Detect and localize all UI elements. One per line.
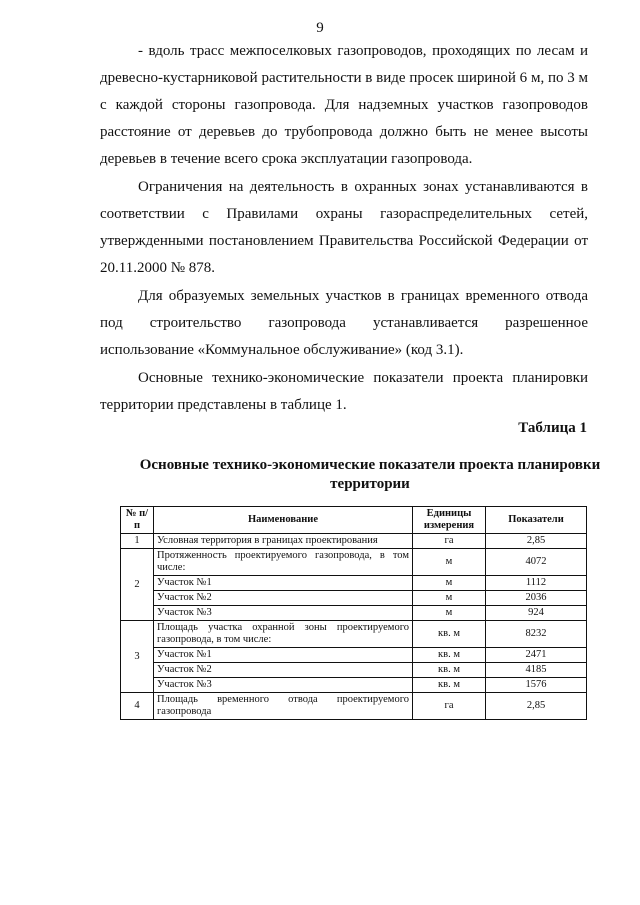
row-name: Условная территория в границах проектирования <box>154 534 413 549</box>
row-name: Участок №2 <box>154 591 413 606</box>
row-num: 3 <box>121 621 154 693</box>
row-name: Участок №3 <box>154 678 413 693</box>
row-num: 2 <box>121 549 154 621</box>
row-name: Протяженность проектируемого газопровода, в том числе: <box>154 549 413 576</box>
row-value: 2,85 <box>486 693 587 720</box>
row-unit: м <box>413 549 486 576</box>
row-name: Площадь временного отвода проектируемого газопровода <box>154 693 413 720</box>
row-value: 2,85 <box>486 534 587 549</box>
table-row <box>121 534 587 549</box>
row-name: Участок №3 <box>154 606 413 621</box>
row-value: 1576 <box>486 678 587 693</box>
row-value: 4185 <box>486 663 587 678</box>
table-row <box>121 591 587 606</box>
row-num: 1 <box>121 534 154 549</box>
row-value: 4072 <box>486 549 587 576</box>
paragraph-gas-pipelines: - вдоль трасс межпоселковых газопроводов, проходящих по лесам и древесно-кустарниковой растительности в виде просек шириной 6 м, по 3 м с каждой стороны газопровода. Для надземных участков газопроводов расстояние от деревьев до трубопровода должно быть не менее высоты деревьев в течение всего срока эксплуатации газопровода. <box>100 43 588 167</box>
table-row <box>121 549 587 576</box>
paragraph-restrictions: Ограничения на деятельность в охранных зонах устанавливаются в соответствии с Правилами охраны газораспределительных сетей, утвержденными постановлением Правительства Российской Федерации от 20.11.2000 № 878. <box>100 179 588 276</box>
row-unit: кв. м <box>413 663 486 678</box>
indicators-table <box>120 506 587 720</box>
paragraph-land-use: Для образуемых земельных участков в границах временного отвода под строительство газопровода устанавливается разрешенное использование «Коммунальное обслуживание» (код 3.1). <box>100 288 588 358</box>
table-row <box>121 648 587 663</box>
table-caption: Таблица 1 <box>518 420 587 436</box>
body-text <box>100 38 588 419</box>
row-name: Участок №2 <box>154 663 413 678</box>
row-value: 8232 <box>486 621 587 648</box>
row-value: 924 <box>486 606 587 621</box>
row-value: 1112 <box>486 576 587 591</box>
row-unit: кв. м <box>413 648 486 663</box>
table-row <box>121 678 587 693</box>
header-num: № п/п <box>121 507 154 534</box>
table-row <box>121 693 587 720</box>
table-header-row <box>121 507 587 534</box>
row-unit: м <box>413 576 486 591</box>
row-name: Участок №1 <box>154 576 413 591</box>
header-name: Наименование <box>154 507 413 534</box>
paragraph-indicators: Основные технико-экономические показатели проекта планировки территории представлены в таблице 1. <box>100 370 588 413</box>
row-value: 2036 <box>486 591 587 606</box>
table-row <box>121 606 587 621</box>
row-unit: кв. м <box>413 621 486 648</box>
row-unit: м <box>413 591 486 606</box>
row-unit: м <box>413 606 486 621</box>
row-unit: кв. м <box>413 678 486 693</box>
row-unit: га <box>413 534 486 549</box>
row-value: 2471 <box>486 648 587 663</box>
table-row <box>121 621 587 648</box>
row-name: Участок №1 <box>154 648 413 663</box>
header-unit: Единицы измерения <box>413 507 486 534</box>
header-value: Показатели <box>486 507 587 534</box>
row-unit: га <box>413 693 486 720</box>
table-row <box>121 663 587 678</box>
table-row <box>121 576 587 591</box>
row-name: Площадь участка охранной зоны проектируемого газопровода, в том числе: <box>154 621 413 648</box>
table-title: Основные технико-экономические показатели проекта планировки территории <box>139 457 601 492</box>
row-num: 4 <box>121 693 154 720</box>
page-number: 9 <box>316 20 324 36</box>
